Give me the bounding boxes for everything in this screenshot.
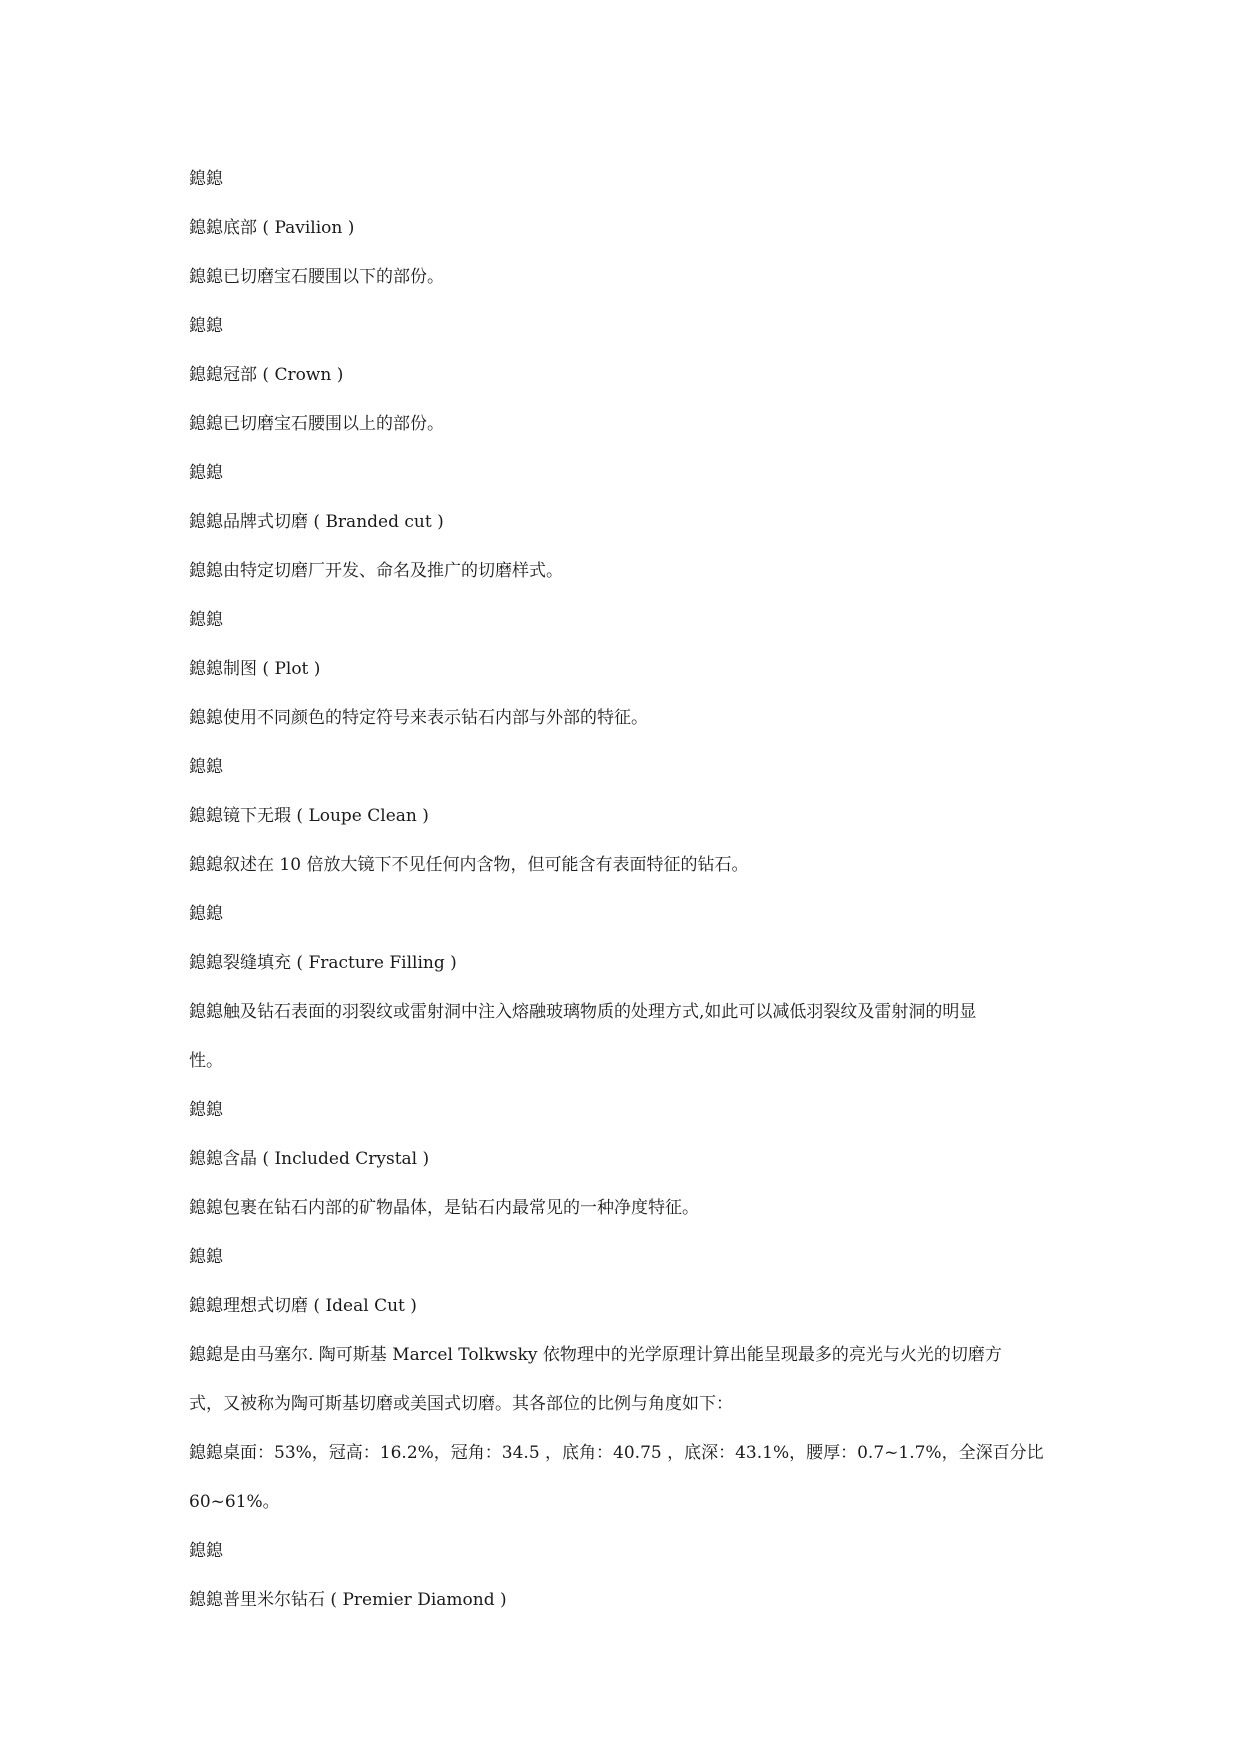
document-body <box>189 155 1069 1625</box>
text-line: 鎴鎴 <box>189 169 223 189</box>
term-definition: 鎴鎴已切磨宝石腰围以下的部份。 <box>189 267 444 287</box>
text-line: 鎴鎴 <box>189 904 223 924</box>
text-line: 鎴鎴 <box>189 610 223 630</box>
term-heading-ideal-cut: 鎴鎴理想式切磨 ( Ideal Cut ) <box>189 1296 417 1316</box>
term-heading-loupe-clean: 鎴鎴镜下无瑕 ( Loupe Clean ) <box>189 806 429 826</box>
term-definition: 鎴鎴使用不同颜色的特定符号来表示钻石内部与外部的特征。 <box>189 708 648 728</box>
term-definition-continued: 性。 <box>189 1051 223 1071</box>
term-heading-premier-diamond: 鎴鎴普里米尔钻石 ( Premier Diamond ) <box>189 1590 507 1610</box>
text-line: 鎴鎴 <box>189 316 223 336</box>
term-heading-pavilion: 鎴鎴底部 ( Pavilion ) <box>189 218 355 238</box>
term-heading-plot: 鎴鎴制图 ( Plot ) <box>189 659 321 679</box>
text-line: 鎴鎴 <box>189 463 223 483</box>
term-heading-included-crystal: 鎴鎴含晶 ( Included Crystal ) <box>189 1149 430 1169</box>
term-definition-continued: 式，又被称为陶可斯基切磨或美国式切磨。其各部位的比例与角度如下： <box>189 1394 733 1414</box>
term-definition: 鎴鎴叙述在 10 倍放大镜下不见任何内含物，但可能含有表面特征的钻石。 <box>189 855 749 875</box>
term-heading-fracture-filling: 鎴鎴裂缝填充 ( Fracture Filling ) <box>189 953 457 973</box>
text-line: 鎴鎴 <box>189 757 223 777</box>
term-definition: 鎴鎴包裹在钻石内部的矿物晶体，是钻石内最常见的一种净度特征。 <box>189 1198 699 1218</box>
term-definition: 鎴鎴已切磨宝石腰围以上的部份。 <box>189 414 444 434</box>
text-line: 鎴鎴 <box>189 1541 223 1561</box>
term-proportions: 鎴鎴桌面：53%，冠高：16.2%，冠角：34.5 ，底角：40.75 ，底深：43.1%，腰厚：0.7~1.7%，全深百分比 <box>189 1443 1044 1463</box>
text-line: 鎴鎴 <box>189 1100 223 1120</box>
term-heading-crown: 鎴鎴冠部 ( Crown ) <box>189 365 344 385</box>
term-proportions-continued: 60~61%。 <box>189 1492 280 1512</box>
term-definition: 鎴鎴由特定切磨厂开发、命名及推广的切磨样式。 <box>189 561 563 581</box>
term-definition: 鎴鎴触及钻石表面的羽裂纹或雷射洞中注入熔融玻璃物质的处理方式,如此可以减低羽裂纹及雷射洞的明显 <box>189 1002 977 1022</box>
term-heading-branded-cut: 鎴鎴品牌式切磨 ( Branded cut ) <box>189 512 444 532</box>
term-definition: 鎴鎴是由马塞尔. 陶可斯基 Marcel Tolkwsky 依物理中的光学原理计算出能呈现最多的亮光与火光的切磨方 <box>189 1345 1002 1365</box>
text-line: 鎴鎴 <box>189 1247 223 1267</box>
